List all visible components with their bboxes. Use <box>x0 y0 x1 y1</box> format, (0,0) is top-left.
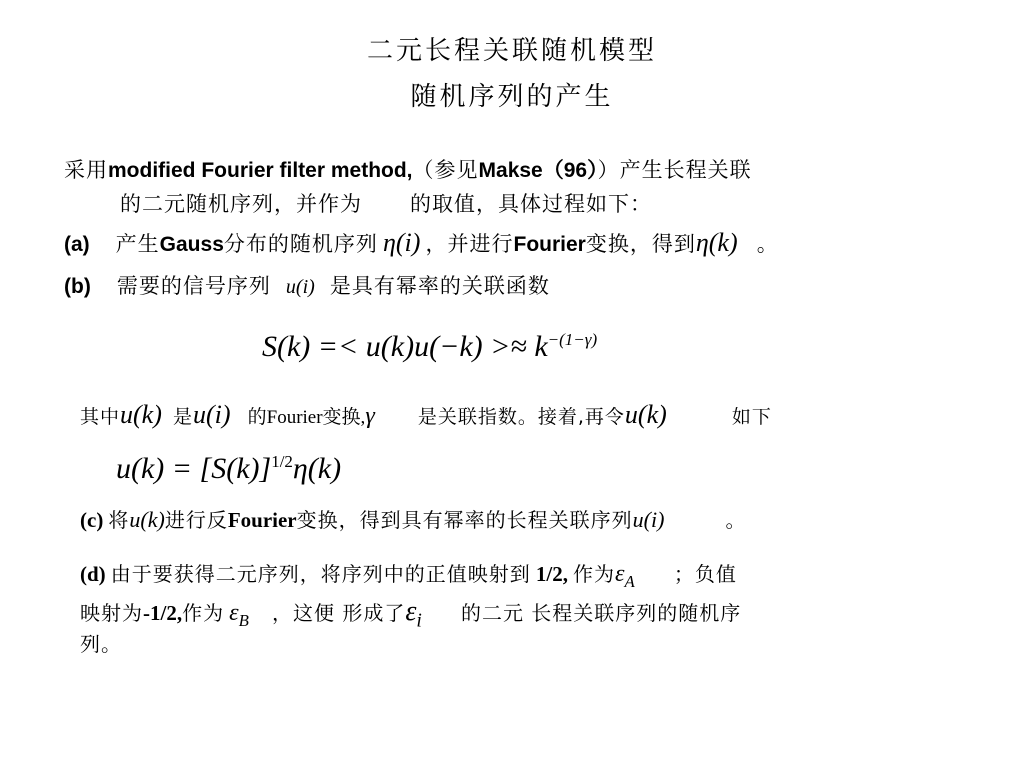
intro-line2a: 的二元随机序列，并作为 <box>120 192 362 216</box>
step-c-u-i: u(i) <box>632 507 665 532</box>
step-d-line2 <box>80 596 741 633</box>
epsilon-b-symbol: $\varepsilon_B$ <box>229 600 249 630</box>
intro-method: modified Fourier filter method, <box>108 159 413 182</box>
intro-line1 <box>64 154 752 184</box>
step-c-label: (c) <box>80 508 104 532</box>
u-i-symbol: u(i) <box>285 276 315 298</box>
explain-t1: 其中 <box>80 406 121 428</box>
step-a-t3: ，并进行 <box>425 232 514 256</box>
formula-spectrum-body: S(k) =< u(k)u(−k) >≈ k <box>262 330 548 363</box>
step-c-u-k: u(k) <box>129 507 165 532</box>
explain-u-i: u(i) <box>192 400 231 429</box>
slide-title-line1: 二元长程关联随机模型 <box>366 36 657 66</box>
step-d-t8: 列。 <box>80 632 122 656</box>
step-b-label: (b) <box>64 275 91 298</box>
step-d-t6: ，这便 形成了 <box>272 601 406 625</box>
intro-ref-open: （参见 <box>412 158 479 182</box>
explain-gamma: γ <box>365 403 375 429</box>
step-a-t2: 分布的随机序列 <box>223 232 378 256</box>
step-a-fourier: Fourier <box>513 233 586 256</box>
step-a-label: (a) <box>64 233 90 256</box>
step-c-t1: 将 <box>108 508 130 532</box>
formula-spectrum-exponent: −(1−γ) <box>547 330 598 349</box>
intro-line2 <box>120 188 652 218</box>
intro-line2b: 的取值，具体过程如下： <box>410 192 652 216</box>
explain-u-k: u(k) <box>120 400 162 429</box>
formula-filter <box>116 452 341 486</box>
step-c-fourier: Fourier <box>227 508 297 532</box>
step-c-t3: 变换，得到具有幂率的长程关联序列 <box>296 508 633 532</box>
intro-prefix: 采用 <box>64 158 108 182</box>
step-b-t1: 需要的信号序列 <box>116 274 271 298</box>
step-b <box>64 270 550 300</box>
step-c-t2: 进行反 <box>164 508 228 532</box>
intro-ref-close: ）产生长程关联 <box>597 158 752 182</box>
step-d-t3: ；负值 <box>673 562 737 586</box>
step-d-line1 <box>80 558 737 592</box>
formula-filter-rhs: η(k) <box>292 452 342 485</box>
formula-filter-exponent: 1/2 <box>271 452 293 471</box>
epsilon-a-symbol: $\varepsilon_A$ <box>615 561 635 591</box>
step-d-t4: 映射为 <box>80 601 143 625</box>
step-c <box>80 504 747 533</box>
eta-k-symbol: η(k) <box>695 228 738 257</box>
step-a-gauss: Gauss <box>159 233 224 256</box>
explain-line <box>80 400 772 430</box>
step-d-t5: 作为 <box>182 601 225 625</box>
step-a-t4: 变换，得到 <box>585 232 696 256</box>
formula-filter-lhs: u(k) = [S(k)] <box>116 452 272 485</box>
intro-ref-name: Makse <box>478 159 543 182</box>
step-a-t5: 。 <box>756 232 779 256</box>
eta-i-symbol: η(i) <box>382 228 421 257</box>
explain-u-k2: u(k) <box>624 400 667 429</box>
explain-t2: 是 <box>172 406 193 428</box>
step-d-t1: 由于要获得二元序列，将序列中的正值映射到 <box>110 562 531 586</box>
formula-spectrum <box>262 330 597 364</box>
step-d-line3 <box>80 628 122 657</box>
step-a <box>64 228 779 258</box>
step-b-t2: 是具有幂率的关联函数 <box>329 274 550 298</box>
step-c-t4: 。 <box>725 508 747 532</box>
step-d-t2: 作为 <box>573 562 616 586</box>
explain-t5: 如下 <box>731 406 772 428</box>
step-d-t7: 的二元 长程关联序列的随机序 <box>460 601 742 625</box>
intro-ref-year: （96） <box>542 159 598 182</box>
explain-t4: 是关联指数。接着,再令 <box>417 406 625 428</box>
step-d-neg-half: -1/2, <box>143 601 183 625</box>
slide-title-line2: 随机序列的产生 <box>410 82 614 112</box>
step-d-half: 1/2, <box>535 562 568 586</box>
explain-t3: 的Fourier变换, <box>247 407 366 428</box>
epsilon-i-symbol: $\varepsilon_i$ <box>405 596 422 632</box>
step-d-label: (d) <box>80 562 106 586</box>
step-a-t1: 产生 <box>115 232 160 256</box>
